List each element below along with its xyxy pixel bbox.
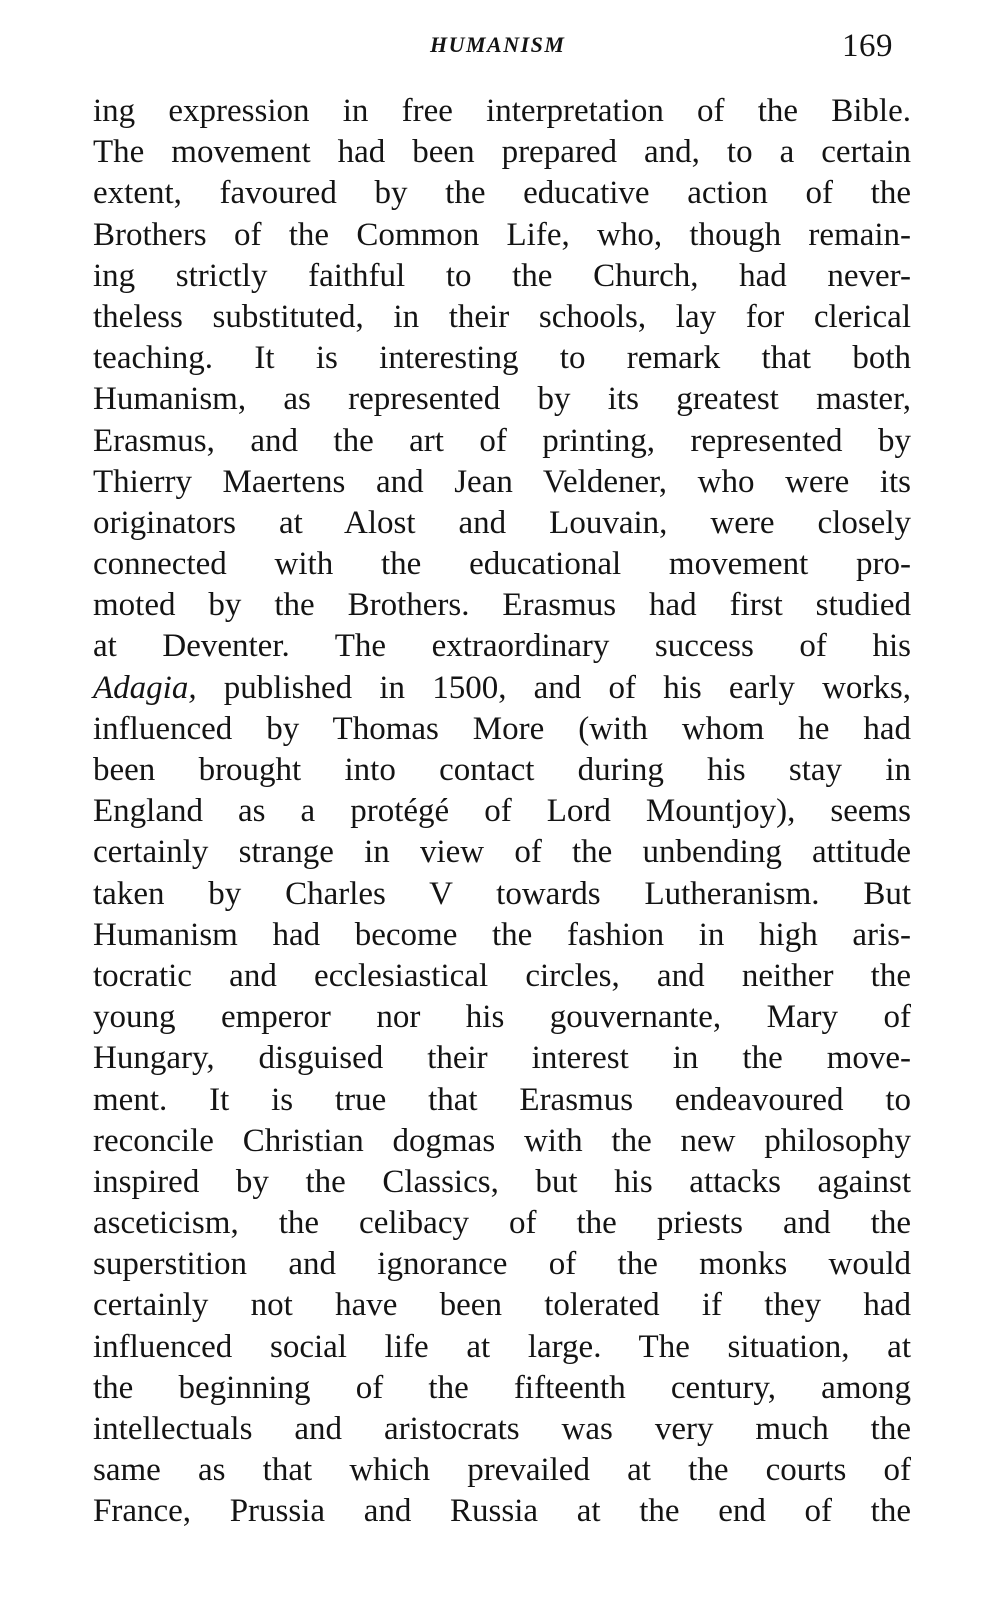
text-line: connected with the educational movement pro- xyxy=(93,546,911,583)
text-line: influenced social life at large. The situation, at xyxy=(93,1328,911,1365)
text-line: influenced by Thomas More (with whom he had xyxy=(93,710,911,747)
text-line: at Deventer. The extraordinary success of his xyxy=(93,628,911,665)
text-line: ing expression in free interpretation of the Bible. xyxy=(93,93,911,129)
text-line: Erasmus, and the art of printing, represented by xyxy=(93,422,911,459)
text-line: certainly not have been tolerated if they had xyxy=(93,1287,911,1324)
italic-title-adagia: Adagia, xyxy=(93,669,197,706)
text-line: Humanism had become the fashion in high aris- xyxy=(93,916,911,953)
text-line: asceticism, the celibacy of the priests and the xyxy=(93,1205,911,1242)
text-line: young emperor nor his gouvernante, Mary of xyxy=(93,999,911,1036)
text-line: moted by the Brothers. Erasmus had first studied xyxy=(93,587,911,624)
text-line: ment. It is true that Erasmus endeavoured to xyxy=(93,1081,911,1118)
text-line: Humanism, as represented by its greatest master, xyxy=(93,381,911,418)
text-line: been brought into contact during his stay in xyxy=(93,752,911,788)
text-line: theless substituted, in their schools, lay for clerical xyxy=(93,298,911,335)
text-line: intellectuals and aristocrats was very much the xyxy=(93,1411,911,1447)
text-line: certainly strange in view of the unbending attitude xyxy=(93,834,911,871)
text-line: superstition and ignorance of the monks would xyxy=(93,1246,911,1283)
text-line: Hungary, disguised their interest in the move- xyxy=(93,1040,911,1077)
text-line: ing strictly faithful to the Church, had never- xyxy=(93,257,911,294)
text-line: originators at Alost and Louvain, were closely xyxy=(93,504,911,541)
text-line: Thierry Maertens and Jean Veldener, who were its xyxy=(93,463,911,500)
text-line: same as that which prevailed at the courts of xyxy=(93,1452,911,1489)
body-text xyxy=(93,91,911,1533)
text-line: inspired by the Classics, but his attacks against xyxy=(93,1163,911,1200)
page-number: 169 xyxy=(842,28,893,64)
text-line: Brothers of the Common Life, who, though remain- xyxy=(93,216,911,253)
text-line: extent, favoured by the educative action of the xyxy=(93,175,911,212)
text-line: teaching. It is interesting to remark that both xyxy=(93,340,911,377)
text-line: Adagia, published in 1500, and of his early works, xyxy=(93,669,912,706)
text-line: tocratic and ecclesiastical circles, and neither the xyxy=(93,957,911,994)
text-line: The movement had been prepared and, to a certain xyxy=(93,134,911,171)
text-line: taken by Charles V towards Lutheranism. But xyxy=(93,875,911,912)
running-title: HUMANISM xyxy=(430,32,566,57)
text-line: England as a protégé of Lord Mountjoy), seems xyxy=(93,793,911,830)
text-line: reconcile Christian dogmas with the new philosophy xyxy=(93,1122,911,1159)
text-line: the beginning of the fifteenth century, among xyxy=(93,1369,911,1406)
text-line: France, Prussia and Russia at the end of the xyxy=(93,1493,911,1530)
